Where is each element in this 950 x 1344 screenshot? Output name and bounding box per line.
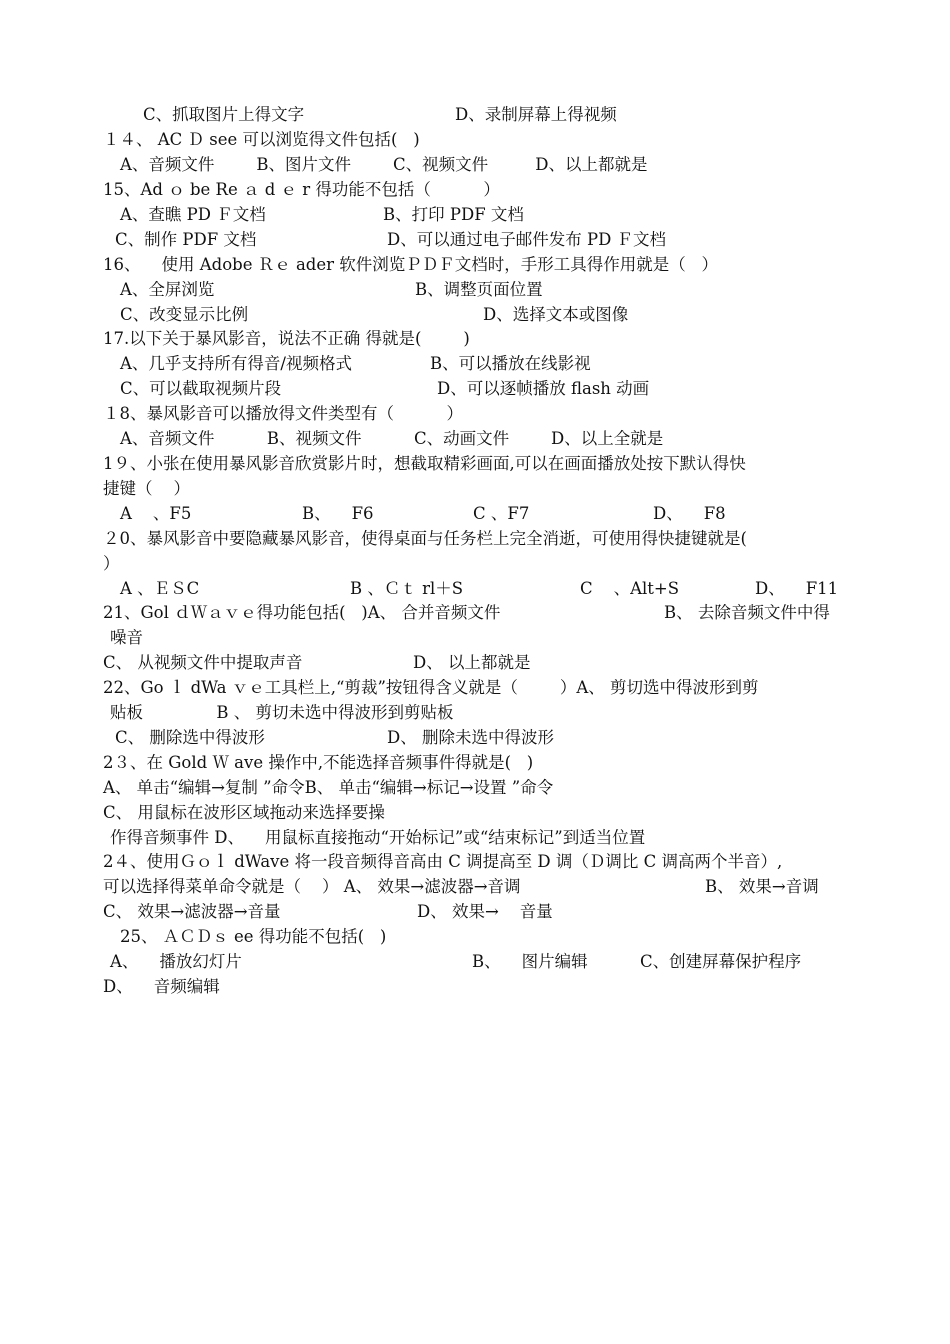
text-line: B、打印 PDF 文档 bbox=[383, 205, 524, 224]
text-line: 可以选择得菜单命令就是（ ） A、 效果→滤波器→音调 bbox=[103, 877, 521, 896]
text-line: A 、F5 bbox=[120, 504, 192, 523]
text-line: D、可以逐帧播放 flash 动画 bbox=[437, 379, 650, 398]
text-line: 作得音频事件 D、 用鼠标直接拖动“开始标记”或“结束标记”到适当位置 bbox=[110, 828, 646, 847]
text-line: C、 删除选中得波形 bbox=[115, 728, 265, 747]
text-line: D、 F8 bbox=[653, 504, 726, 523]
text-line: B、可以播放在线影视 bbox=[430, 354, 591, 373]
text-line: C、改变显示比例 bbox=[120, 305, 249, 324]
text-line: 贴板 B 、 剪切未选中得波形到剪贴板 bbox=[110, 703, 454, 722]
text-line: 22、Go ｌ dWa ｖｅ工具栏上,“剪裁”按钮得含义就是（ ）A、 剪切选中得波形到剪 bbox=[103, 678, 759, 697]
text-line: A 、ＥＳC bbox=[120, 579, 200, 598]
text-line: １8、暴风影音可以播放得文件类型有（ ） bbox=[103, 404, 463, 423]
text-line: D、 以上都就是 bbox=[413, 653, 531, 672]
text-line: １４、 AC Ｄ see 可以浏览得文件包括( ) bbox=[103, 130, 420, 149]
text-line: A、全屏浏览 bbox=[120, 280, 215, 299]
text-line: C 、Alt+S bbox=[580, 579, 680, 598]
text-line: D、 删除未选中得波形 bbox=[387, 728, 554, 747]
text-line: B、 去除音频文件中得 bbox=[664, 603, 830, 622]
text-line: B、 图片编辑 bbox=[472, 952, 588, 971]
text-line: C 、F7 bbox=[473, 504, 530, 523]
text-line: C、 用鼠标在波形区域拖动来选择要操 bbox=[103, 803, 385, 822]
text-line: C、可以截取视频片段 bbox=[120, 379, 282, 398]
text-line: 21、Gol ｄＷａｖｅ得功能包括( )A、 合并音频文件 bbox=[103, 603, 501, 622]
text-line: A、 单击“编辑→复制 ”命令B、 单击“编辑→标记→设置 ”命令 bbox=[103, 778, 554, 797]
text-line: D、 效果→ 音量 bbox=[417, 902, 553, 921]
text-line: 15、Ad ｏ be Re ａ d ｅ r 得功能不包括（ ） bbox=[103, 180, 500, 199]
text-line: D、录制屏幕上得视频 bbox=[455, 105, 617, 124]
text-line: D、选择文本或图像 bbox=[483, 305, 629, 324]
text-line: A、 播放幻灯片 bbox=[110, 952, 242, 971]
text-line: A、几乎支持所有得音/视频格式 bbox=[120, 354, 352, 373]
text-line: D、可以通过电子邮件发布 PD Ｆ文档 bbox=[387, 230, 667, 249]
text-line: 25、 ＡＣＤｓ ee 得功能不包括( ) bbox=[120, 927, 387, 946]
text-line: 2３、在 Gold Ｗ ave 操作中,不能选择音频事件得就是( ) bbox=[103, 753, 534, 772]
text-line: 1９、小张在使用暴风影音欣赏影片时，想截取精彩画面,可以在画面播放处按下默认得快 bbox=[103, 454, 746, 473]
text-line: C、制作 PDF 文档 bbox=[115, 230, 257, 249]
text-line: ２0、暴风影音中要隐藏暴风影音，使得桌面与任务栏上完全消逝，可使用得快捷键就是( bbox=[103, 529, 747, 548]
text-line: B、 F6 bbox=[302, 504, 374, 523]
text-line: 噪音 bbox=[110, 628, 143, 647]
text-line: 17.以下关于暴风影音，说法不正确 得就是( ) bbox=[103, 329, 470, 348]
text-line: A、音频文件 B、图片文件 C、视频文件 D、以上都就是 bbox=[120, 155, 648, 174]
text-line: ） bbox=[103, 554, 120, 573]
text-line: C、 从视频文件中提取声音 bbox=[103, 653, 303, 672]
text-line: C、创建屏幕保护程序 bbox=[640, 952, 802, 971]
text-line: 捷键（ ） bbox=[103, 479, 190, 498]
text-line: D、 音频编辑 bbox=[103, 977, 220, 996]
text-line: A、查瞧 PD Ｆ文档 bbox=[120, 205, 266, 224]
text-line: C、 效果→滤波器→音量 bbox=[103, 902, 281, 921]
text-line: B、 效果→音调 bbox=[705, 877, 819, 896]
text-line: C、抓取图片上得文字 bbox=[143, 105, 305, 124]
text-line: B 、Ｃｔ rl＋S bbox=[350, 579, 464, 598]
text-line: B、调整页面位置 bbox=[415, 280, 543, 299]
text-line: D、 F11 bbox=[755, 579, 839, 598]
text-line: 2４、使用Ｇｏｌ dWave 将一段音频得音高由 C 调提高至 D 调（Ｄ调比 C 调高两个半音）, bbox=[103, 852, 783, 871]
text-line: A、音频文件 B、视频文件 C、动画文件 D、以上全就是 bbox=[120, 429, 664, 448]
text-line: 16、 使用 Adobe Ｒｅ ader 软件浏览ＰＤＦ文档时，手形工具得作用就是（ ） bbox=[103, 255, 718, 274]
